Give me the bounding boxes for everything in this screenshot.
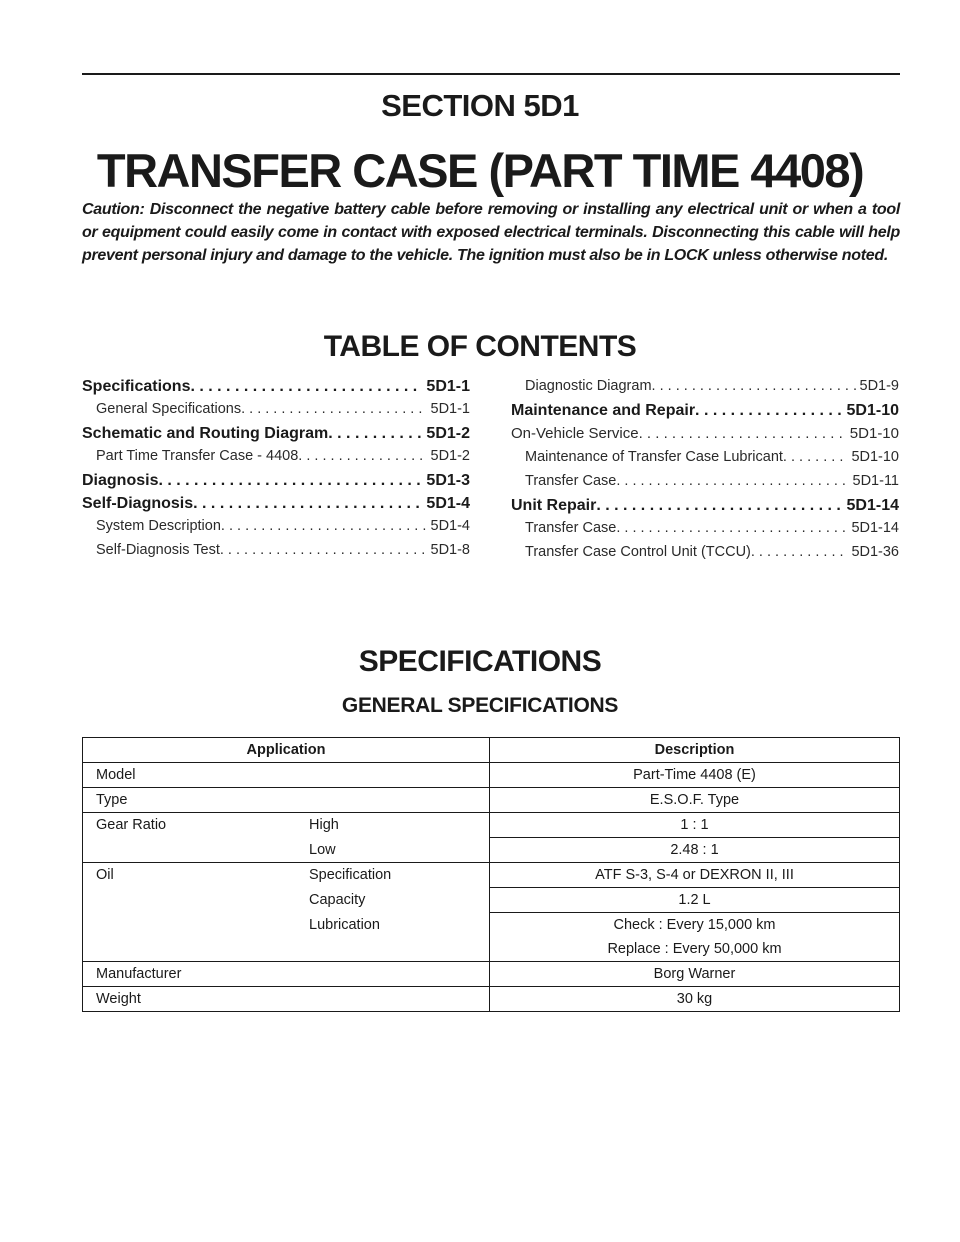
- toc-entry[interactable]: [511, 520, 899, 544]
- toc-entry[interactable]: [82, 378, 470, 401]
- toc-left-column: [82, 378, 470, 566]
- toc-label: System Description: [96, 518, 221, 534]
- toc-label: Maintenance of Transfer Case Lubricant: [525, 449, 783, 465]
- toc-entry[interactable]: [511, 402, 899, 425]
- table-row: [83, 863, 900, 888]
- toc-entry[interactable]: [82, 425, 470, 448]
- description-cell: 30 kg: [490, 987, 900, 1012]
- sub-application-cell: Capacity: [309, 891, 366, 908]
- toc-label: Part Time Transfer Case - 4408: [96, 448, 299, 464]
- table-row: [83, 888, 900, 913]
- table-row: [83, 962, 900, 987]
- sub-application-cell: Lubrication: [309, 916, 380, 933]
- table-row: [83, 788, 900, 813]
- description-cell: E.S.O.F. Type: [490, 788, 900, 813]
- toc-entry[interactable]: [511, 425, 899, 449]
- toc-page: 5D1-2: [430, 448, 470, 464]
- description-cell: Borg Warner: [490, 962, 900, 987]
- toc-page: 5D1-8: [430, 542, 470, 558]
- toc-page: 5D1-11: [852, 473, 899, 489]
- sub-application-cell: [296, 763, 490, 788]
- toc-page: 5D1-1: [426, 378, 470, 395]
- toc-page: 5D1-36: [851, 544, 899, 560]
- toc-label: Transfer Case Control Unit (TCCU): [525, 544, 751, 560]
- toc-label: Transfer Case: [525, 473, 617, 489]
- application-cell: Gear Ratio: [83, 813, 297, 838]
- toc-entry[interactable]: [82, 495, 470, 518]
- toc-label: Transfer Case: [525, 520, 617, 536]
- toc-page: 5D1-2: [426, 425, 470, 442]
- toc-entry[interactable]: [511, 473, 899, 497]
- sub-application-cell: [296, 962, 490, 987]
- toc-page: 5D1-10: [849, 425, 899, 442]
- application-cell: Oil: [83, 863, 297, 888]
- toc-entry[interactable]: [511, 449, 899, 473]
- toc-label: Diagnostic Diagram: [525, 378, 652, 394]
- description-cell: ATF S-3, S-4 or DEXRON II, III: [490, 863, 900, 888]
- toc-page: 5D1-9: [859, 378, 899, 394]
- specifications-heading: SPECIFICATIONS: [358, 645, 602, 678]
- application-cell: Type: [83, 788, 297, 813]
- toc-page: 5D1-10: [851, 449, 899, 465]
- description-cell: 1 : 1: [490, 813, 900, 838]
- page-title: TRANSFER CASE (PART TIME 4408): [96, 144, 864, 197]
- column-header-application: Application: [83, 738, 490, 763]
- sub-application-cell: High: [296, 813, 490, 838]
- sub-application-cell: Low: [309, 841, 336, 858]
- toc-heading: TABLE OF CONTENTS: [323, 330, 637, 363]
- application-cell: Manufacturer: [83, 962, 297, 987]
- description-cell: 2.48 : 1: [490, 838, 900, 863]
- toc-entry[interactable]: [82, 401, 470, 425]
- toc-page: 5D1-3: [426, 472, 470, 489]
- toc-page: 5D1-14: [851, 520, 899, 536]
- toc-entry[interactable]: [82, 518, 470, 542]
- toc-label: Specifications: [82, 378, 191, 395]
- sub-application-cell: [296, 788, 490, 813]
- toc-page: 5D1-14: [846, 497, 899, 514]
- toc-label: General Specifications: [96, 401, 242, 417]
- table-row: [83, 838, 900, 863]
- table-row: [83, 813, 900, 838]
- general-specifications-table: [82, 737, 900, 1012]
- toc-label: Maintenance and Repair: [511, 402, 696, 419]
- description-cell: Replace : Every 50,000 km: [490, 937, 900, 962]
- table-row: [83, 987, 900, 1012]
- section-title: SECTION 5D1: [381, 88, 579, 123]
- application-cell: [83, 838, 297, 863]
- sub-application-cell: [296, 937, 490, 962]
- toc-label: Self-Diagnosis Test: [96, 542, 220, 558]
- toc-entry[interactable]: [82, 448, 470, 472]
- toc-entry[interactable]: [511, 378, 899, 402]
- toc-label: Diagnosis: [82, 472, 159, 489]
- application-cell: [83, 888, 297, 913]
- table-row: [83, 937, 900, 962]
- description-cell: Part-Time 4408 (E): [490, 763, 900, 788]
- toc-label: Schematic and Routing Diagram: [82, 425, 329, 442]
- toc-entry[interactable]: [511, 544, 899, 568]
- caution-note: Caution: Disconnect the negative battery cable before removing or installing any electrical unit or when a tool or equipment could easily come in contact with exposed electrical terminals. Disconnecting this cable will help prevent personal injury and damage to the vehicle. The ignition must also be in LOCK unless otherwise noted.: [82, 201, 900, 264]
- sub-application-cell: [296, 987, 490, 1012]
- table-row: [83, 763, 900, 788]
- sub-application-cell: Specification: [296, 863, 490, 888]
- toc-right-column: [511, 378, 899, 568]
- toc-page: 5D1-10: [846, 402, 899, 419]
- toc-page: 5D1-4: [430, 518, 470, 534]
- description-cell: 1.2 L: [490, 888, 900, 913]
- toc-label: On-Vehicle Service: [511, 425, 639, 442]
- description-cell: Check : Every 15,000 km: [490, 913, 900, 938]
- toc-entry[interactable]: [511, 497, 899, 520]
- general-specifications-heading: GENERAL SPECIFICATIONS: [341, 694, 619, 717]
- application-cell: [83, 937, 297, 962]
- table-row: [83, 913, 900, 938]
- toc-label: Unit Repair: [511, 497, 597, 514]
- application-cell: Weight: [83, 987, 297, 1012]
- toc-entry[interactable]: [82, 542, 470, 566]
- toc-label: Self-Diagnosis: [82, 495, 194, 512]
- toc-page: 5D1-1: [430, 401, 470, 417]
- column-header-description: Description: [490, 738, 900, 763]
- top-rule: [82, 73, 900, 75]
- toc-page: 5D1-4: [426, 495, 470, 512]
- application-cell: Model: [83, 763, 297, 788]
- application-cell: [83, 913, 297, 938]
- toc-entry[interactable]: [82, 472, 470, 495]
